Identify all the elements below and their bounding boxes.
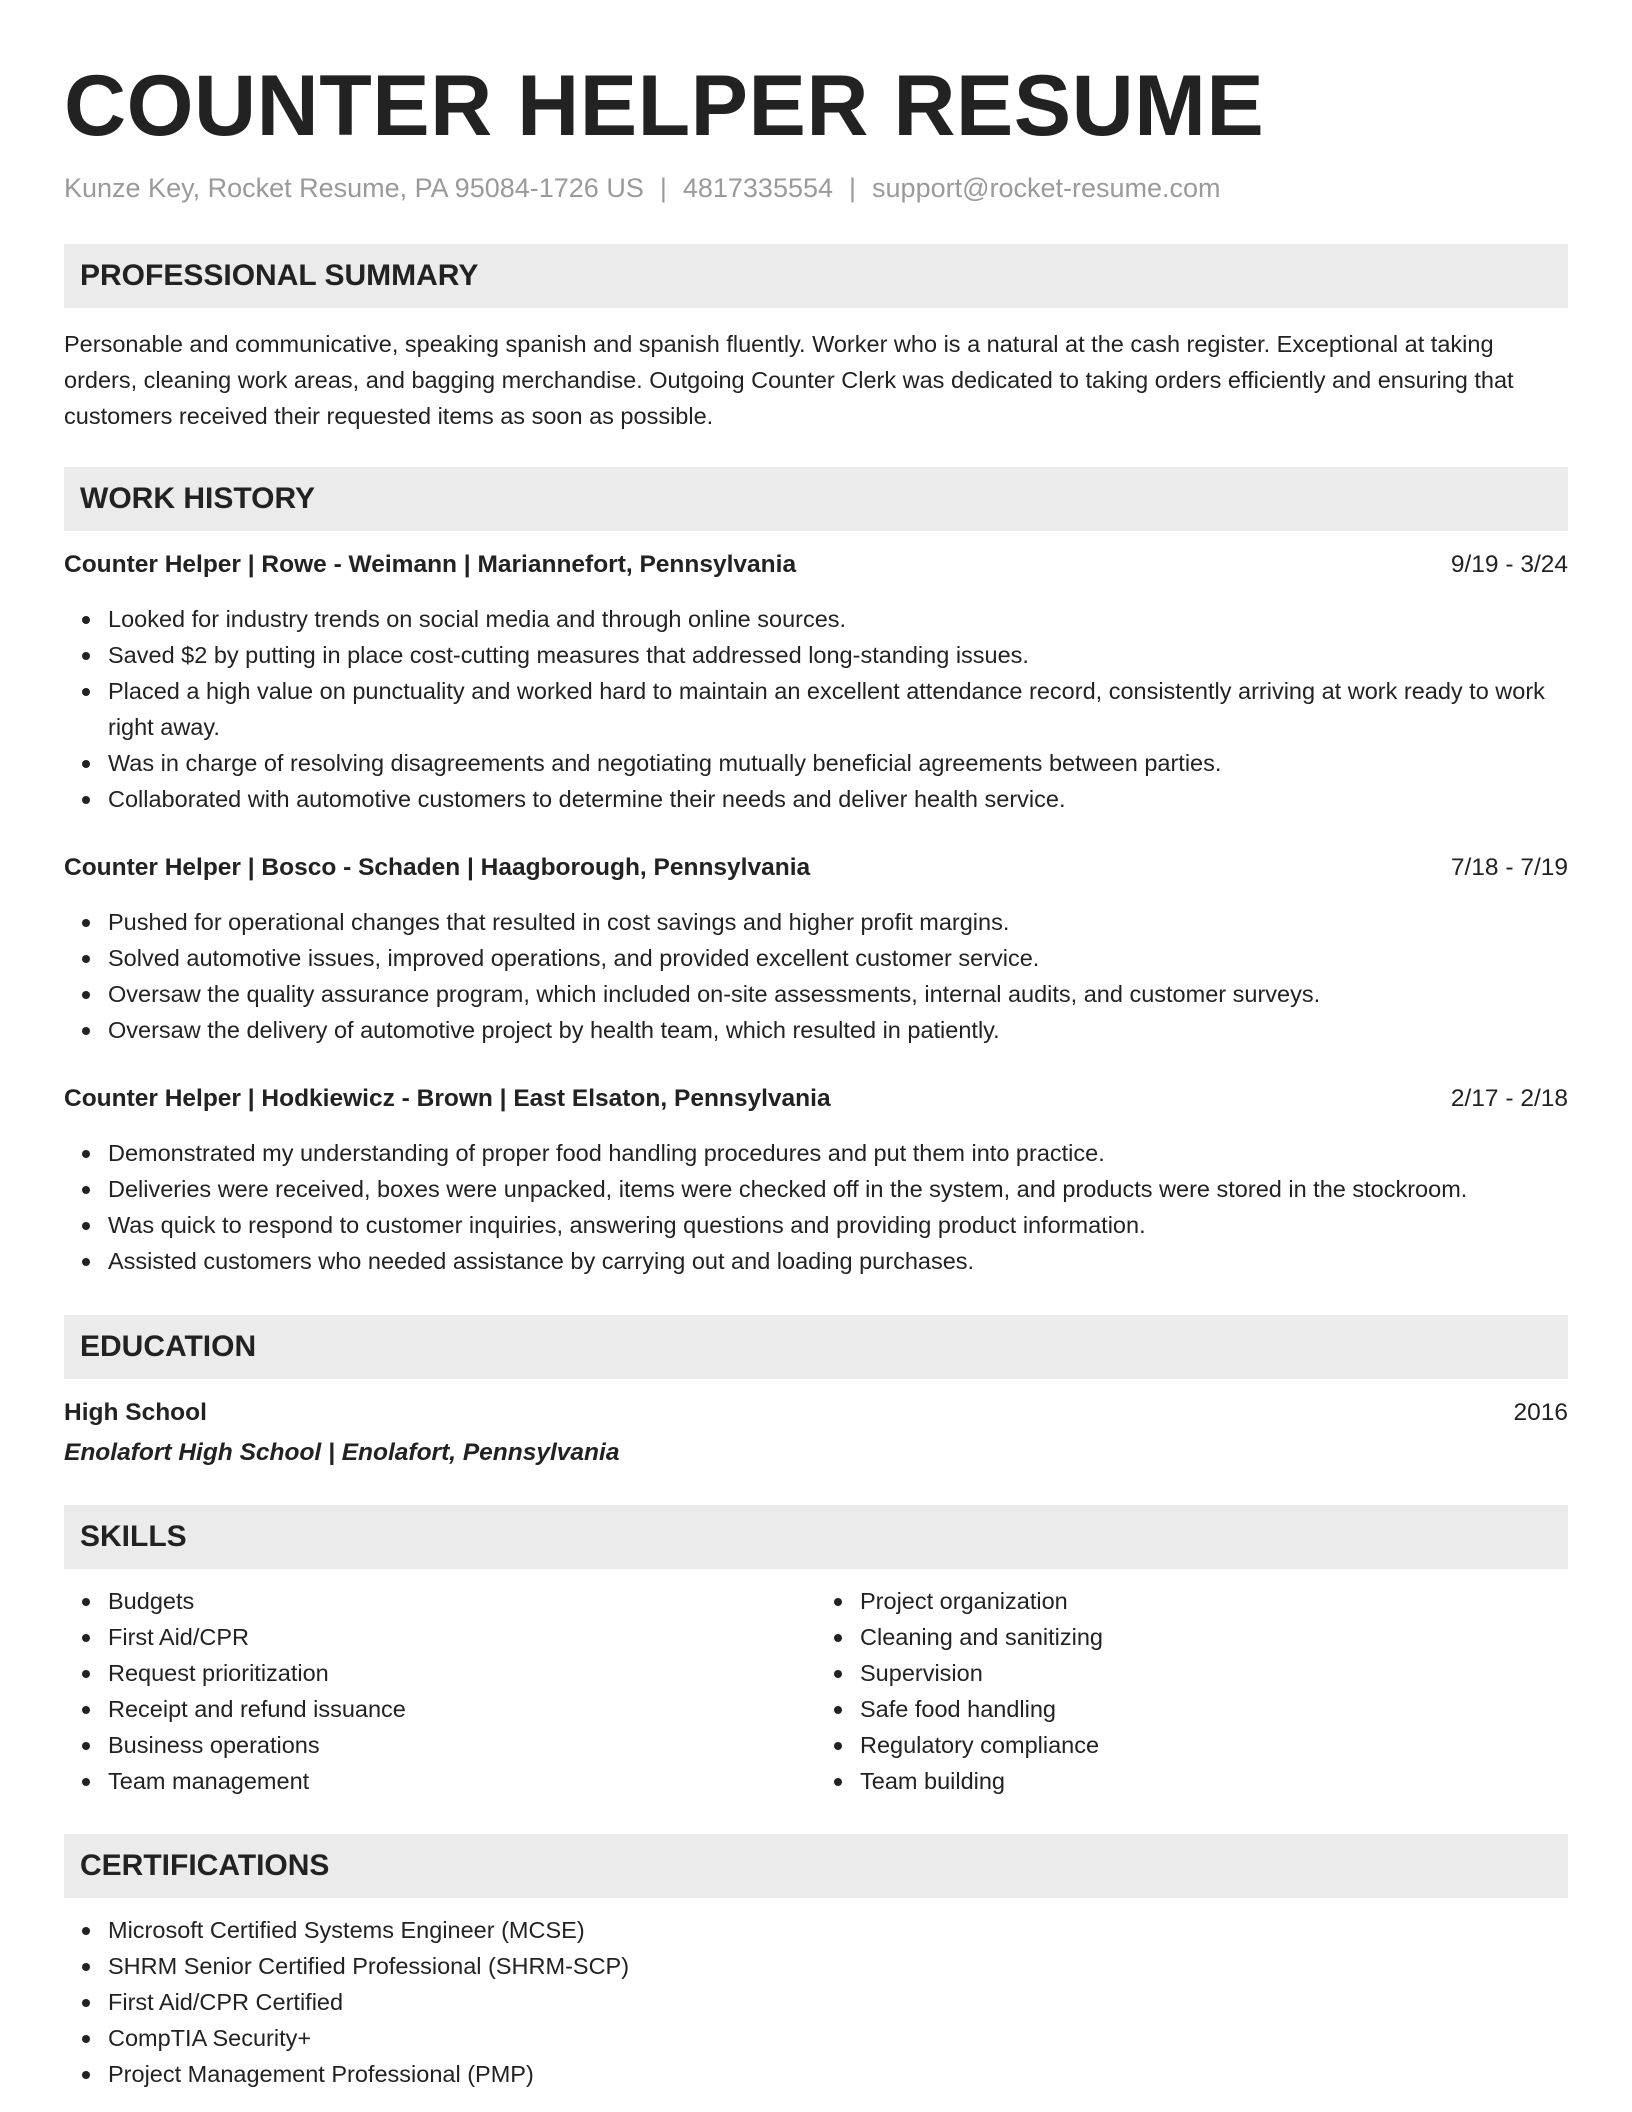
job-bullets (64, 601, 1568, 817)
job-bullet: Oversaw the quality assurance program, which included on-site assessments, internal audits, and customer surveys. (108, 976, 1568, 1012)
job-bullet: Placed a high value on punctuality and worked hard to maintain an excellent attendance record, consistently arriving at work ready to work right away. (108, 673, 1568, 745)
job-bullet: Collaborated with automotive customers to determine their needs and deliver health service. (108, 781, 1568, 817)
contact-phone: 4817335554 (682, 173, 834, 203)
certification-item: SHRM Senior Certified Professional (SHRM-SCP) (108, 1948, 1568, 1984)
certifications-section (64, 1834, 1568, 2092)
skill-item: Cleaning and sanitizing (860, 1619, 1568, 1655)
job-dates: 9/19 - 3/24 (1450, 551, 1568, 578)
education-section (64, 1315, 1568, 1471)
certification-item: CompTIA Security+ (108, 2020, 1568, 2056)
certification-item: Project Management Professional (PMP) (108, 2056, 1568, 2092)
contact-separator: | (659, 173, 667, 203)
certification-item: Microsoft Certified Systems Engineer (MCSE) (108, 1912, 1568, 1948)
job-header (64, 547, 1568, 583)
skill-item: Business operations (108, 1727, 816, 1763)
skills-column-right (816, 1583, 1568, 1799)
skill-item: First Aid/CPR (108, 1619, 816, 1655)
skill-item: Team management (108, 1763, 816, 1799)
education-year: 2016 (1513, 1399, 1568, 1426)
job-bullet: Solved automotive issues, improved operations, and provided excellent customer service. (108, 940, 1568, 976)
skills-section (64, 1505, 1568, 1799)
contact-separator: | (849, 173, 857, 203)
job-header (64, 1081, 1568, 1117)
section-heading-skills: SKILLS (64, 1505, 1568, 1569)
certifications-list (64, 1912, 1568, 2092)
job-header (64, 850, 1568, 886)
skill-item: Receipt and refund issuance (108, 1691, 816, 1727)
job-bullet: Was in charge of resolving disagreements and negotiating mutually beneficial agreements between parties. (108, 745, 1568, 781)
section-heading-education: EDUCATION (64, 1315, 1568, 1379)
contact-address: Kunze Key, Rocket Resume, PA 95084-1726 US (64, 173, 644, 203)
summary-section (64, 244, 1568, 434)
education-degree: High School (64, 1399, 207, 1426)
resume-title: COUNTER HELPER RESUME (64, 58, 1265, 154)
job-bullet: Looked for industry trends on social media and through online sources. (108, 601, 1568, 637)
skill-item: Project organization (860, 1583, 1568, 1619)
job-dates: 7/18 - 7/19 (1450, 854, 1568, 881)
skill-item: Safe food handling (860, 1691, 1568, 1727)
job-bullet: Demonstrated my understanding of proper food handling procedures and put them into practice. (108, 1135, 1568, 1171)
job-title: Counter Helper | Rowe - Weimann | Mariannefort, Pennsylvania (64, 551, 797, 578)
contact-line (64, 170, 1568, 206)
contact-email: support@rocket-resume.com (872, 173, 1221, 203)
job-entry (64, 1081, 1568, 1279)
job-title: Counter Helper | Bosco - Schaden | Haagborough, Pennsylvania (64, 854, 811, 881)
job-bullet: Oversaw the delivery of automotive project by health team, which resulted in patiently. (108, 1012, 1568, 1048)
skill-item: Supervision (860, 1655, 1568, 1691)
job-entry (64, 850, 1568, 1048)
work-history-section (64, 467, 1568, 1279)
section-heading-summary: PROFESSIONAL SUMMARY (64, 244, 1568, 308)
section-heading-certifications: CERTIFICATIONS (64, 1834, 1568, 1898)
job-bullet: Pushed for operational changes that resulted in cost savings and higher profit margins. (108, 904, 1568, 940)
job-bullet: Deliveries were received, boxes were unpacked, items were checked off in the system, and products were stored in the stockroom. (108, 1171, 1568, 1207)
skill-item: Regulatory compliance (860, 1727, 1568, 1763)
education-header (64, 1395, 1568, 1431)
summary-text: Personable and communicative, speaking spanish and spanish fluently. Worker who is a natural at the cash register. Exceptional at taking orders, cleaning work areas, and bagging merchandise. Outgoing Counter Clerk was dedicated to taking orders efficiently and ensuring that customers received their requested items as soon as possible. (64, 331, 1514, 429)
education-school: Enolafort High School | Enolafort, Pennsylvania (64, 1439, 620, 1466)
skill-item: Request prioritization (108, 1655, 816, 1691)
job-bullets (64, 1135, 1568, 1279)
certification-item: First Aid/CPR Certified (108, 1984, 1568, 2020)
job-entry (64, 547, 1568, 817)
section-heading-work-history: WORK HISTORY (64, 467, 1568, 531)
job-bullet: Was quick to respond to customer inquiries, answering questions and providing product information. (108, 1207, 1568, 1243)
job-title: Counter Helper | Hodkiewicz - Brown | East Elsaton, Pennsylvania (64, 1085, 831, 1112)
skills-column-left (64, 1583, 816, 1799)
job-bullet: Saved $2 by putting in place cost-cutting measures that addressed long-standing issues. (108, 637, 1568, 673)
job-bullets (64, 904, 1568, 1048)
job-dates: 2/17 - 2/18 (1450, 1085, 1568, 1112)
skill-item: Team building (860, 1763, 1568, 1799)
skill-item: Budgets (108, 1583, 816, 1619)
skills-grid (64, 1583, 1568, 1799)
resume-page (64, 0, 1568, 2092)
job-bullet: Assisted customers who needed assistance by carrying out and loading purchases. (108, 1243, 1568, 1279)
